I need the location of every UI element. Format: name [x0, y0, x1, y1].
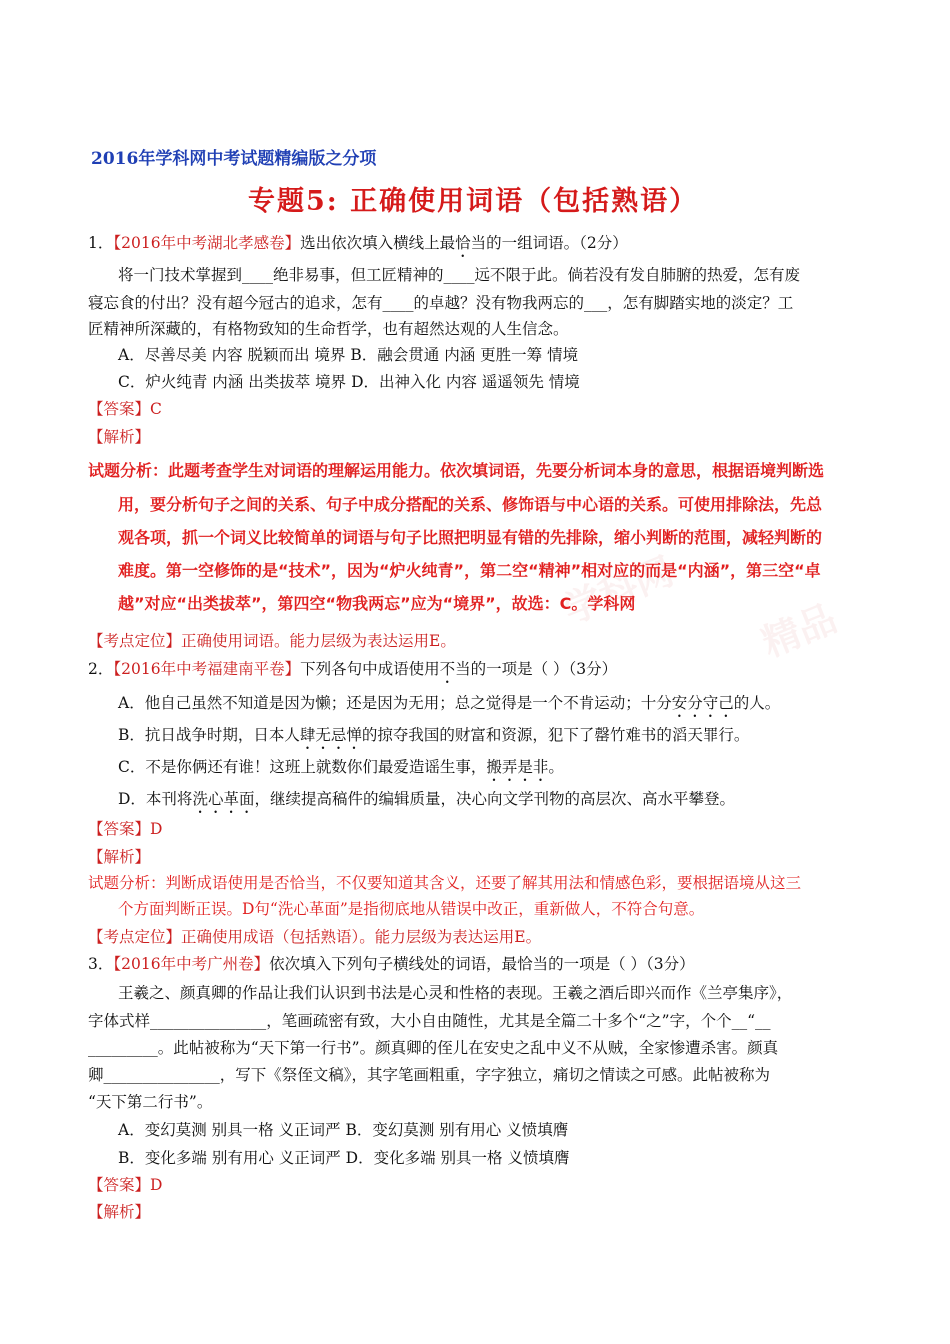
answer: 【答案】C	[88, 400, 162, 418]
analysis-label: 【解析】	[88, 848, 151, 866]
analysis-text: 越”对应“出类拔萃”，第四空“物我两忘”应为“境界”，故选：C。学科网	[118, 594, 636, 613]
analysis-text: 试题分析：判断成语使用是否恰当，不仅要知道其含义，还要了解其用法和情感色彩，要根据语境从这三	[88, 874, 802, 892]
options-line: A．变幻莫测 别具一格 义正词严 B．变幻莫测 别有用心 义愤填膺	[118, 1121, 569, 1139]
option-b	[118, 724, 749, 753]
question-2-stem	[88, 658, 617, 687]
series-title: 2016年学科网中考试题精编版之分项	[91, 149, 377, 169]
option-text: ，继续提高稿件的编辑质量，决心向文学刊物的高层次、高水平攀登。	[254, 790, 735, 808]
analysis-label: 【解析】	[88, 1203, 151, 1221]
passage-line: 将一门技术掌握到____绝非易事，但工匠精神的____远不限于此。倘若没有发自肺腑的热爱，怎有废	[118, 266, 801, 284]
emphasis-text: 恰	[455, 234, 471, 252]
option-text: 。	[548, 758, 564, 776]
option-c	[118, 756, 564, 785]
stem-text: 选出依次填入横线上最	[300, 234, 456, 252]
passage-line: 卿_______________，写下《祭侄文稿》，其字笔画粗重，字字独立，痛切之情读之可感。此帖被称为	[88, 1066, 771, 1084]
option-text: 的人。	[733, 694, 781, 712]
analysis-text: 个方面判断正误。D句“洗心革面”是指彻底地从错误中改正，重新做人，不符合句意。	[118, 900, 705, 918]
question-number: 3．	[88, 955, 114, 973]
question-source: 【2016年中考福建南平卷】	[113, 660, 301, 678]
option-text: D．本刊将	[118, 790, 193, 808]
topic-title: 专题5: 正确使用词语（包括熟语）	[248, 186, 699, 217]
options-line: B．变化多端 别有用心 义正词严 D．变化多端 别具一格 义愤填膺	[118, 1149, 570, 1167]
answer: 【答案】D	[88, 820, 163, 838]
stem-text: 当的一项是（ ）（3分）	[455, 660, 618, 678]
passage-line: 王羲之、颜真卿的作品让我们认识到书法是心灵和性格的表现。王羲之酒后即兴而作《兰亭集序》，	[118, 984, 793, 1002]
question-number: 2．	[88, 660, 114, 678]
stem-text: 依次填入下列句子横线处的词语，最恰当的一项是（ ）（3分）	[269, 955, 695, 973]
analysis-text: 用，要分析句子之间的关系、句子中成分搭配的关系、修饰语与中心语的关系。可使用排除法，先总	[118, 495, 823, 514]
analysis-label: 【解析】	[88, 428, 151, 446]
stem-text: 下列各句中成语使用	[300, 660, 440, 678]
question-3-stem	[88, 953, 695, 975]
option-text: 的掠夺我国的财富和资源，犯下了罄竹难书的滔天罪行。	[361, 726, 750, 744]
question-source: 【2016年中考湖北孝感卷】	[113, 234, 301, 252]
idiom-emphasis: 搬弄是非	[486, 758, 549, 776]
idiom-emphasis: 肆无忌惮	[299, 726, 362, 744]
option-text: C．不是你俩还有谁！这班上就数你们最爱造谣生事，	[118, 758, 487, 776]
question-number: 1．	[88, 234, 114, 252]
watermark-logo: 精品	[755, 596, 843, 666]
options-line: A．尽善尽美 内容 脱颖而出 境界 B．融会贯通 内涵 更胜一筹 情境	[118, 346, 579, 364]
analysis-text: 试题分析：此题考查学生对词语的理解运用能力。依次填词语，先要分析词本身的意思，根据语境判断选	[88, 461, 825, 480]
analysis-text: 观各项，抓一个词义比较简单的词语与句子比照把明显有错的先排除，缩小判断的范围，减轻判断的	[118, 528, 823, 547]
answer: 【答案】D	[88, 1176, 163, 1194]
option-text: B．抗日战争时期，日本人	[118, 726, 300, 744]
idiom-emphasis: 洗心革面	[192, 790, 255, 808]
option-text: A．他自己虽然不知道是因为懒；还是因为无用；总之觉得是一个不肯运动；十分	[118, 694, 672, 712]
question-source: 【2016年中考广州卷】	[113, 955, 270, 973]
watermark-logo: 学科网	[557, 548, 680, 633]
options-line: C．炉火纯青 内涵 出类拔萃 境界 D．出神入化 内容 遥遥领先 情境	[118, 373, 580, 391]
passage-line: 匠精神所深藏的，有格物致知的生命哲学，也有超然达观的人生信念。	[88, 320, 569, 338]
key-point: 【考点定位】正确使用词语。能力层级为表达运用E。	[88, 632, 456, 650]
analysis-text: 难度。第一空修饰的是“技术”，因为“炉火纯青”，第二空“精神”相对应的而是“内涵”，第三空“卓	[118, 561, 821, 580]
option-d	[118, 788, 735, 817]
passage-line: 字体式样_______________，笔画疏密有致，大小自由随性，尤其是全篇二十多个“之”字，个个__“__	[88, 1012, 771, 1030]
passage-line: 寝忘食的付出？没有超今冠古的追求，怎有____的卓越？没有物我两忘的___，怎有脚踏实地的淡定？工	[88, 294, 794, 312]
option-a	[118, 692, 780, 721]
question-1-stem	[88, 232, 628, 261]
emphasis-text: 不	[439, 660, 456, 678]
passage-line: _________。此帖被称为“天下第一行书”。颜真卿的侄儿在安史之乱中义不从贼，全家惨遭杀害。颜真	[88, 1039, 779, 1057]
stem-text: 当的一组词语。（2分）	[470, 234, 628, 252]
passage-line: “天下第二行书”。	[88, 1093, 213, 1111]
key-point: 【考点定位】正确使用成语（包括熟语）。能力层级为表达运用E。	[88, 928, 542, 946]
idiom-emphasis: 安分守己	[671, 694, 734, 712]
